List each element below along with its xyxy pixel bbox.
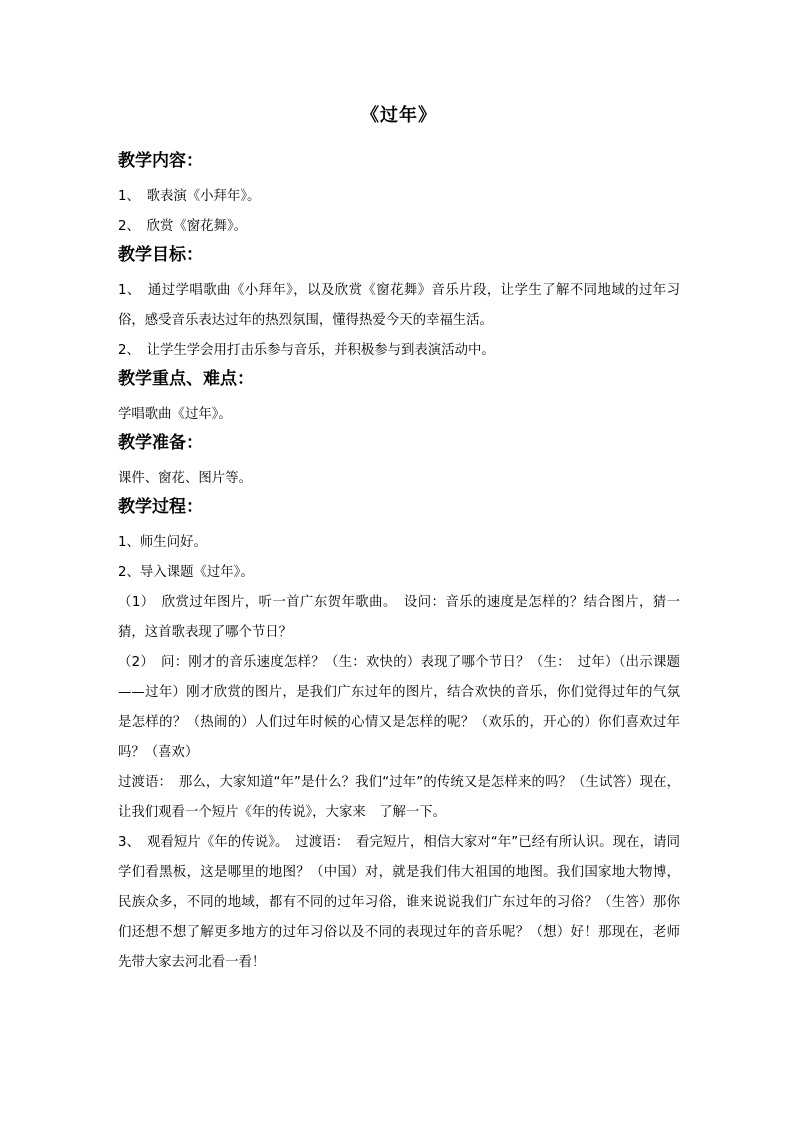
paragraph: 2、导入课题《过年》。 — [118, 565, 254, 580]
section-key-points — [118, 366, 680, 430]
paragraph: 2、 欣赏《窗花舞》。 — [118, 219, 248, 234]
paragraph: 2、 让学生学会用打击乐参与音乐，并积极参与到表演活动中。 — [118, 343, 495, 358]
section-teaching-content — [118, 148, 680, 242]
paragraph: 1、 歌表演《小拜年》。 — [118, 189, 261, 204]
paragraph: 过渡语： 那么，大家知道“年”是什么？我们“过年”的传统又是怎样来的吗？（生试答）现在，让我们观看一个短片《年的传说》，大家来 了解一下。 — [118, 775, 680, 820]
paragraph: 学唱歌曲《过年》。 — [118, 407, 232, 422]
paragraph: 1、 通过学唱歌曲《小拜年》，以及欣赏《窗花舞》音乐片段，让学生了解不同地域的过年习俗，感受音乐表达过年的热烈氛围，懂得热爱今天的幸福生活。 — [118, 283, 680, 328]
document-title: 《过年》 — [361, 105, 437, 126]
section-heading: 教学准备： — [118, 433, 203, 453]
paragraph: 3、 观看短片《年的传说》。 过渡语： 看完短片，相信大家对“年”已经有所认识。现在，请同学们看黑板，这是哪里的地图？（中国）对，就是我们伟大祖国的地图。我们国家地大物博，民族众多，不同的地域，都有不同的过年习俗，谁来说说我们广东过年的习俗？（生答）那你们还想不想了解更多地方的过年习俗以及不同的表现过年的音乐呢？（想）好！那现在，老师先带大家去河北看一看！ — [118, 835, 680, 970]
section-heading: 教学重点、难点： — [118, 369, 254, 389]
section-heading: 教学过程： — [118, 497, 203, 517]
section-teaching-goals — [118, 242, 680, 366]
paragraph: 课件、窗花、图片等。 — [118, 471, 252, 486]
section-heading: 教学目标： — [118, 245, 203, 265]
section-preparation — [118, 430, 680, 494]
paragraph: 1、师生问好。 — [118, 535, 207, 550]
paragraph: （2） 问：刚才的音乐速度怎样？（生：欢快的）表现了哪个节日？（生： 过年）（出示课题——过年）刚才欣赏的图片，是我们广东过年的图片，结合欢快的音乐，你们觉得过年的气氛是怎样的？（热闹的）人们过年时候的心情又是怎样的呢？（欢乐的，开心的）你们喜欢过年吗？（喜欢） — [118, 655, 680, 760]
paragraph: （1） 欣赏过年图片，听一首广东贺年歌曲。 设问：音乐的速度是怎样的？结合图片，猜一猜，这首歌表现了哪个节日？ — [118, 595, 680, 640]
section-process — [118, 494, 680, 978]
section-heading: 教学内容： — [118, 151, 203, 171]
